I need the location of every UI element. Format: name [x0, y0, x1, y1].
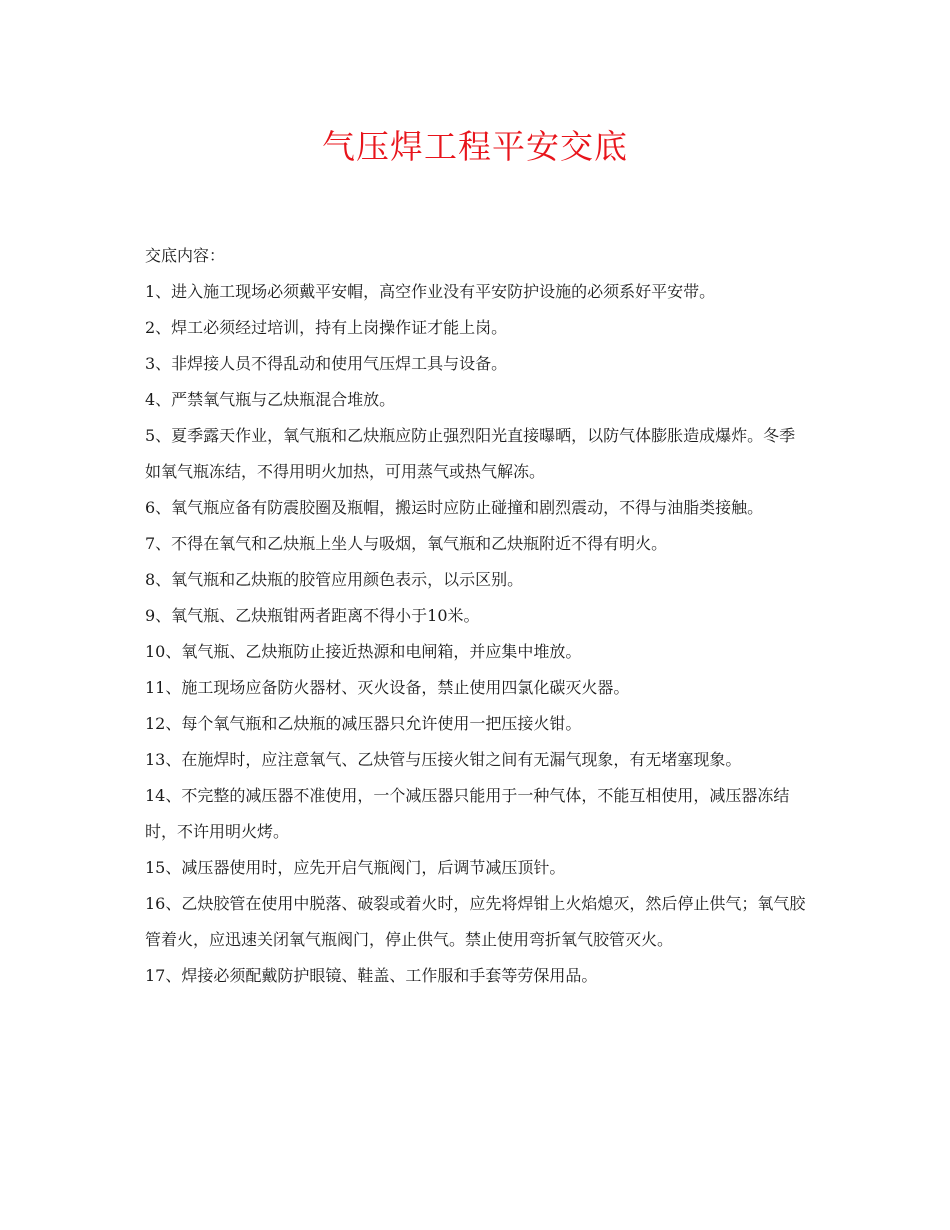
list-item-13: 13、在施焊时，应注意氧气、乙炔管与压接火钳之间有无漏气现象，有无堵塞现象。: [145, 750, 742, 769]
list-item-10: 10、氧气瓶、乙炔瓶防止接近热源和电闸箱，并应集中堆放。: [145, 642, 582, 661]
list-item-4: 4、严禁氧气瓶与乙炔瓶混合堆放。: [145, 390, 396, 409]
document-body: [145, 238, 810, 994]
list-item-16: 16、乙炔胶管在使用中脱落、破裂或着火时，应先将焊钳上火焰熄灭，然后停止供气；氧气胶管着火，应迅速关闭氧气瓶阀门，停止供气。禁止使用弯折氧气胶管灭火。: [145, 894, 806, 949]
list-item-12: 12、每个氧气瓶和乙炔瓶的减压器只允许使用一把压接火钳。: [145, 714, 582, 733]
list-item-3: 3、非焊接人员不得乱动和使用气压焊工具与设备。: [145, 354, 508, 373]
page-title: 气压焊工程平安交底: [322, 127, 628, 166]
list-item-15: 15、减压器使用时，应先开启气瓶阀门，后调节减压顶针。: [145, 858, 566, 877]
list-item-7: 7、不得在氧气和乙炔瓶上坐人与吸烟，氧气瓶和乙炔瓶附近不得有明火。: [145, 534, 668, 553]
list-item-9: 9、氧气瓶、乙炔瓶钳两者距离不得小于10米。: [145, 606, 480, 625]
list-item-8: 8、氧气瓶和乙炔瓶的胶管应用颜色表示，以示区别。: [145, 570, 524, 589]
list-item-6: 6、氧气瓶应备有防震胶圈及瓶帽，搬运时应防止碰撞和剧烈震动，不得与油脂类接触。: [145, 498, 764, 517]
list-item-14: 14、不完整的减压器不准使用，一个减压器只能用于一种气体，不能互相使用，减压器冻结时，不许用明火烤。: [145, 786, 790, 841]
section-heading: 交底内容：: [145, 246, 226, 265]
list-item-5: 5、夏季露天作业，氧气瓶和乙炔瓶应防止强烈阳光直接曝晒，以防气体膨胀造成爆炸。冬季如氧气瓶冻结，不得用明火加热，可用蒸气或热气解冻。: [145, 426, 796, 481]
list-item-11: 11、施工现场应备防火器材、灭火设备，禁止使用四氯化碳灭火器。: [145, 678, 630, 697]
list-item-2: 2、焊工必须经过培训，持有上岗操作证才能上岗。: [145, 318, 508, 337]
list-item-17: 17、焊接必须配戴防护眼镜、鞋盖、工作服和手套等劳保用品。: [145, 966, 598, 985]
list-item-1: 1、进入施工现场必须戴平安帽，高空作业没有平安防护设施的必须系好平安带。: [145, 282, 716, 301]
